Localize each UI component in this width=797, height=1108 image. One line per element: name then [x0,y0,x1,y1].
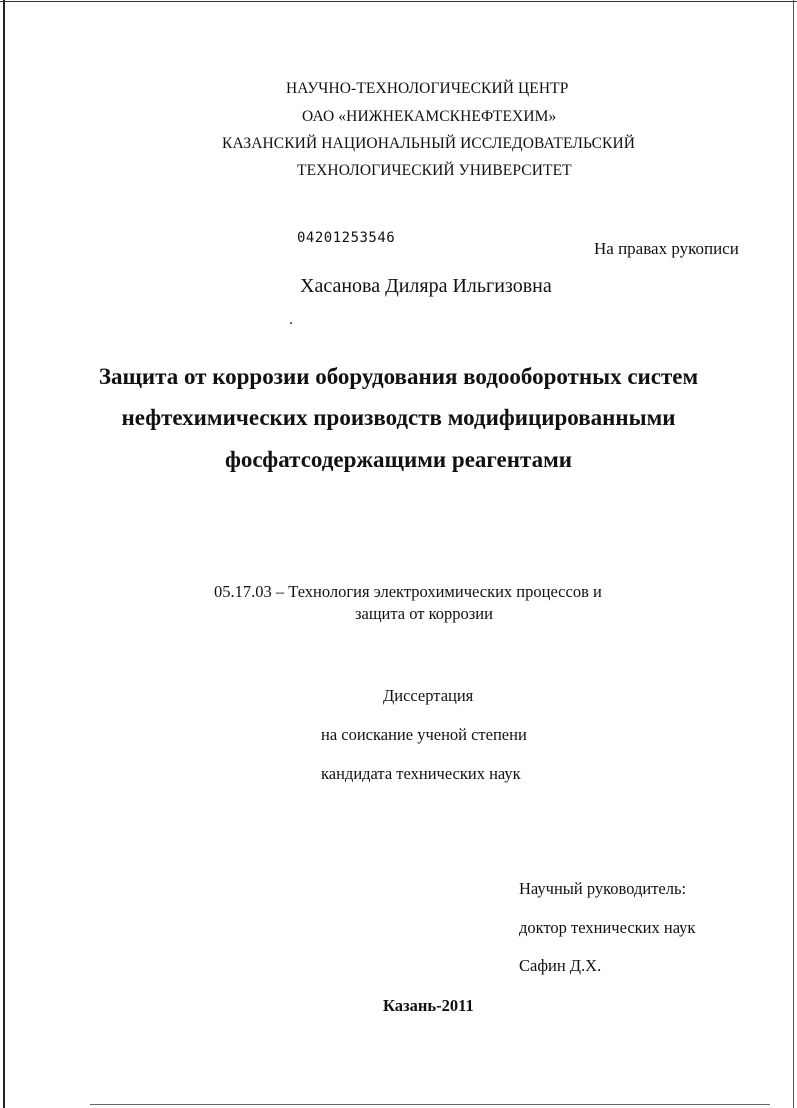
header-line-2: ОАО «НИЖНЕКАМСКНЕФТЕХИМ» [302,108,557,125]
catalog-number: 04201253546 [297,230,396,246]
scan-speck [290,322,292,324]
rights-note: На правах рукописи [594,239,739,258]
scan-edge-top [0,1,797,2]
title-line-3: фосфатсодержащими реагентами [224,447,572,472]
city-year: Казань-2011 [383,996,474,1015]
specialty-line-1: 05.17.03 – Технология электрохимических процессов и [214,582,602,601]
scan-edge-right [793,0,794,1108]
author-name: Хасанова Диляра Ильгизовна [300,275,552,297]
degree-line-1: Диссертация [383,686,474,705]
title-line-2: нефтехимических производств модифицированными [121,405,676,430]
supervisor-name: Сафин Д.Х. [519,956,602,975]
header-line-4: ТЕХНОЛОГИЧЕСКИЙ УНИВЕРСИТЕТ [297,162,572,179]
header-line-3: КАЗАНСКИЙ НАЦИОНАЛЬНЫЙ ИССЛЕДОВАТЕЛЬСКИЙ [222,135,636,152]
degree-line-3: кандидата технических наук [321,764,521,783]
scan-edge-bottom [90,1104,770,1105]
degree-line-2: на соискание ученой степени [321,725,527,744]
supervisor-label: Научный руководитель: [519,879,687,898]
header-line-1: НАУЧНО-ТЕХНОЛОГИЧЕСКИЙ ЦЕНТР [286,80,569,97]
title-line-1: Защита от коррозии оборудования водооборотных систем [98,364,699,389]
scan-edge-left [3,0,5,1108]
specialty-line-2: защита от коррозии [355,604,493,623]
supervisor-degree: доктор технических наук [519,918,696,937]
